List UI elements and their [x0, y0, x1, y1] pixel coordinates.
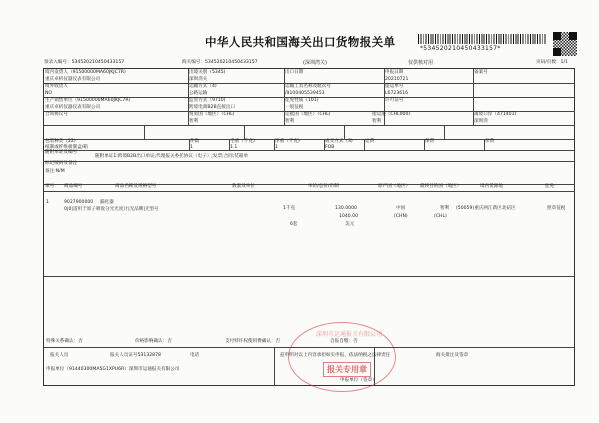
goods-header-source: 境内货源地: [480, 184, 503, 189]
dest-country-label: 运抵国（地区）（CHL): [285, 112, 331, 117]
special-relation: 特殊关系确认：否: [46, 339, 83, 344]
goods-header-price: 单价/总价/币制: [308, 184, 339, 189]
price-effect: 价格影响确认：否: [135, 339, 172, 344]
bl-label: 提运单号: [385, 84, 404, 89]
via-port-label: 指运港（CHL000): [372, 112, 411, 117]
misc-label: 杂费: [485, 139, 495, 144]
marks-value: 备注:N/M: [45, 169, 65, 174]
trade-country-label: 贸易国（地区）（CHL): [189, 112, 235, 117]
goods-header-levy: 征免: [545, 184, 555, 189]
goods-row-origin-code: (CHN): [394, 214, 408, 219]
gross-label: 毛重（千克): [230, 139, 255, 144]
net-value: 1: [275, 145, 278, 150]
goods-row-origin: 中国: [396, 206, 406, 211]
declarant-label: 报关人员: [50, 353, 69, 358]
pieces-value: 1: [190, 145, 193, 150]
unit-stamp-label: 申报单位（签章）: [340, 378, 377, 383]
page-number: 页码/页数：1/1: [536, 60, 568, 65]
barcode: [418, 34, 546, 44]
pack-value: 纸制或纤维板制盒/箱: [45, 145, 88, 150]
qr-code: [553, 32, 577, 56]
freight-label: 运费: [365, 139, 375, 144]
goods-header-dest: 最终目的国（地区）: [420, 184, 462, 189]
declarant-number: 报关人员证号53132878: [110, 353, 161, 358]
levy-value: 一般征税: [285, 105, 304, 110]
goods-header-origin: 原产国（地区）: [378, 184, 411, 189]
gross-value: 1.1: [230, 145, 238, 150]
phone-label: 电话: [190, 353, 200, 358]
goods-row-dest-code: (CHL): [434, 214, 447, 219]
goods-header-no: 项号: [45, 184, 55, 189]
pieces-label: 件数: [190, 139, 200, 144]
goods-row-qty1: 1千克: [283, 206, 296, 211]
declare-date-value: 20210721: [385, 77, 409, 82]
royalty-confirm: 支付特许权使用费确认：否: [225, 339, 281, 344]
record-label: 备案号: [474, 70, 488, 75]
declaring-unit: 申报单位（91440300MA5G1XPU6R）深圳市运通报关有限公司: [46, 367, 180, 372]
seal-text: 报关专用章: [323, 362, 371, 377]
preentry-number: 预录入编号：534520210450433157: [44, 60, 125, 65]
customs-number: 海关编号：534520210450433157: [182, 60, 258, 65]
exit-date-label: 出口日期: [285, 70, 304, 75]
statement: 兹申明对以上内容承担如实申报、依法纳税之法律责任: [280, 353, 391, 358]
goods-row-name: 漏化器: [100, 200, 114, 205]
seal-company-name: 深圳市运通报关有限公司: [316, 331, 383, 338]
exit-customs-value: 深圳湾关: [189, 77, 208, 82]
goods-header-name: 商品名称及规格型号: [115, 184, 157, 189]
contract-label: 合同协议号: [45, 112, 68, 117]
goods-header-qty: 数量及单位: [232, 184, 255, 189]
goods-row-code: 9027900000: [64, 200, 94, 205]
declare-date-label: 申报日期: [385, 70, 404, 75]
tool-value: /9100405539453: [285, 91, 325, 96]
supervision-label: 监管方式（9710): [189, 98, 226, 103]
shipper-label: 境内发货人（91500000MA60JKJC7R): [45, 70, 126, 75]
goods-row-total: 1040.00: [339, 214, 358, 219]
shipper-value: 重庆卓析仪器仪表有限公司: [45, 77, 101, 82]
exit-port-value: 深圳湾: [474, 119, 488, 124]
license-label: 许可证号: [385, 98, 404, 103]
levy-label: 征免性质（101): [285, 98, 319, 103]
barcode-text: *534520210450433157*: [420, 45, 501, 52]
bl-value: L6723616: [385, 91, 409, 96]
goods-header-code: 商品编号: [64, 184, 83, 189]
goods-row-dest: 智利: [440, 206, 450, 211]
transport-value: 公路运输: [189, 91, 208, 96]
self-report: 自报自缴：否: [330, 339, 358, 344]
goods-row-currency: 美元: [345, 222, 355, 227]
transport-label: 运输方式（4): [189, 84, 217, 89]
goods-row-spec: 0|0|适用于原子吸收分光光度计|无品牌|无型号: [64, 207, 159, 212]
goods-row-no: 1: [46, 200, 49, 205]
goods-row-source: (50059)重庆两江新区北碚区: [456, 206, 516, 211]
marks-label: 标记唛码及备注: [45, 161, 78, 166]
customs-remark: 海关批注及签章: [436, 353, 469, 358]
deal-label: 成交方式（3): [325, 139, 353, 144]
consignee-value: NO: [45, 91, 53, 96]
docs-value: 随附单证1:跨境B2B出口单证;代理报关委托协议（电子）;发票;合同;装箱单: [95, 154, 249, 159]
dest-country-value: 智利: [285, 119, 295, 124]
exit-customs-label: 出境关别（5345): [189, 70, 226, 75]
via-port-value: 智利: [372, 119, 382, 124]
trade-country-value: 智利: [189, 119, 199, 124]
deal-value: FOB: [325, 145, 335, 150]
port-hint: (深圳湾关): [303, 60, 327, 66]
exit-port-label: 离境口岸（471401): [474, 112, 517, 117]
pack-label: 包装种类（22): [45, 139, 76, 144]
form-title: 中华人民共和国海关出口货物报关单: [205, 35, 396, 49]
customs-use-note: 仅供核对用: [408, 60, 434, 66]
consignee-label: 境外收货人: [45, 84, 68, 89]
goods-row-levy: 照章征税: [547, 206, 566, 211]
insurance-label: 保费: [425, 139, 435, 144]
supervision-value: 跨境电商B2B直接出口: [189, 105, 235, 110]
net-label: 净重（千克): [275, 139, 300, 144]
goods-row-qty2: 6套: [290, 222, 298, 227]
docs-label: 随附单证及编号: [45, 150, 78, 155]
tool-label: 运输工具名称及航次号: [285, 84, 331, 89]
goods-row-unit-price: 130.0000: [335, 206, 357, 211]
producer-label: 生产销售单位（91500000MA60JKJC7R): [45, 98, 131, 103]
producer-value: 重庆卓析仪器仪表有限公司: [45, 105, 101, 110]
